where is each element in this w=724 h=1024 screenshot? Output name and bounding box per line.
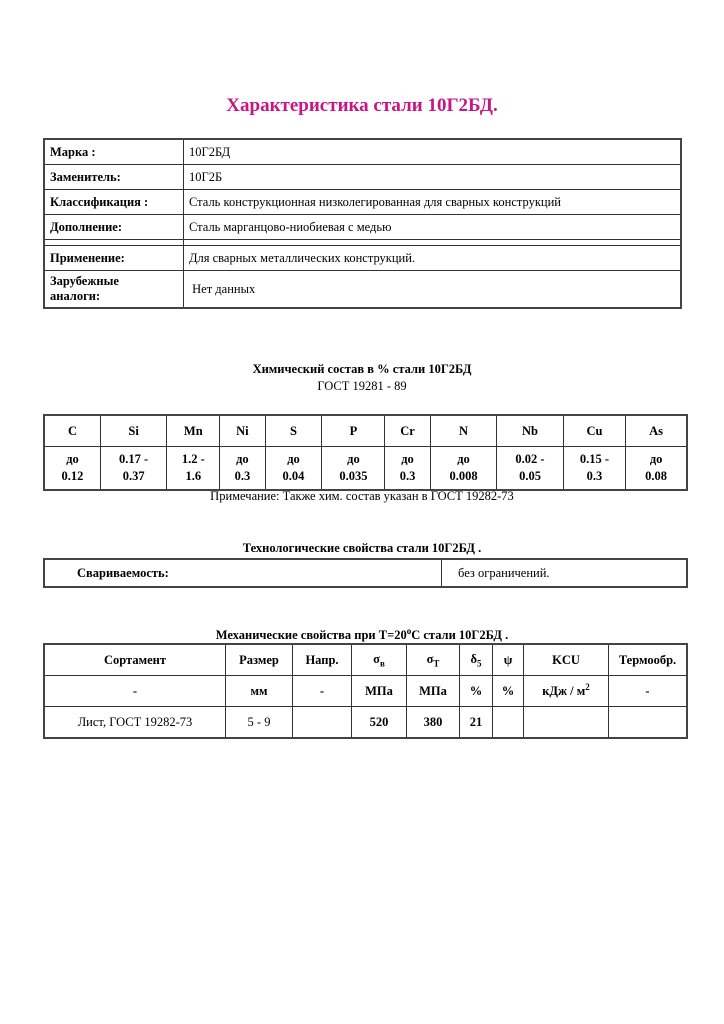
chem-value-line2: 0.008 [449, 469, 478, 483]
delta-sub: 5 [477, 658, 482, 669]
info-value: 10Г2БД [184, 139, 682, 165]
mech-cell-delta: 21 [460, 707, 493, 739]
chem-value [385, 447, 430, 491]
chem-value-line2: 0.3 [399, 469, 416, 483]
chem-value-line1: 0.02 - [515, 452, 545, 466]
chem-value [265, 447, 322, 491]
mech-cell-kcu [524, 707, 609, 739]
info-label: Классификация : [44, 190, 184, 215]
tech-label: Свариваемость: [44, 559, 442, 587]
chem-note: Примечание: Также хим. состав указан в ГОСТ 19282-73 [210, 489, 514, 503]
mech-header-size: Размер [226, 644, 293, 676]
chem-value-line1: 0.15 - [579, 452, 610, 466]
mech-title-suffix: С стали 10Г2БД . [411, 628, 509, 643]
chem-values-row [44, 447, 687, 491]
tech-properties-table [43, 558, 688, 588]
chem-value [167, 447, 220, 491]
mech-header-psi: ψ [493, 644, 524, 676]
info-value: Для сварных металлических конструкций. [184, 246, 682, 271]
kcu-unit: кДж / м [542, 684, 586, 699]
chem-element: Si [100, 415, 166, 447]
chem-element: As [626, 415, 687, 447]
mech-unit: МПа [352, 676, 407, 707]
mech-unit: МПа [407, 676, 460, 707]
info-row-addition [44, 215, 681, 240]
mech-properties-table [43, 643, 688, 739]
tech-title: Технологические свойства стали 10Г2БД . [242, 541, 482, 555]
info-value: Сталь марганцово-ниобиевая с медью [184, 215, 682, 240]
chem-value-line2: 0.04 [282, 469, 305, 483]
mech-unit: - [44, 676, 226, 707]
mech-cell-heat-treatment [609, 707, 688, 739]
chem-value [497, 447, 563, 491]
chem-element: Mn [167, 415, 220, 447]
mech-data-row [44, 707, 687, 739]
info-value [184, 271, 682, 309]
info-label: Применение: [44, 246, 184, 271]
chem-value-line1: до [457, 452, 470, 466]
chem-value-line1: до [287, 452, 300, 466]
chem-value [563, 447, 626, 491]
chem-value-line1: до [236, 452, 249, 466]
info-row-classification [44, 190, 681, 215]
chem-element: S [265, 415, 322, 447]
mech-cell-psi [493, 707, 524, 739]
steel-info-table [43, 138, 682, 309]
chem-element: Ni [220, 415, 265, 447]
kcu-unit-sup: 2 [585, 682, 590, 693]
chem-value-line1: до [649, 452, 663, 466]
info-row-substitute [44, 165, 681, 190]
info-label-line1: Зарубежные [50, 274, 119, 288]
chem-composition-table [43, 414, 688, 491]
info-value: 10Г2Б [184, 165, 682, 190]
chem-value-line2: 0.12 [61, 469, 84, 483]
chem-element: Cu [563, 415, 626, 447]
info-row-grade [44, 139, 681, 165]
chem-value [44, 447, 100, 491]
mech-unit: мм [226, 676, 293, 707]
chem-value-line2: 1.6 [185, 469, 202, 483]
chem-value [322, 447, 385, 491]
chem-value [220, 447, 265, 491]
mech-units-row [44, 676, 687, 707]
mech-header-direction: Напр. [293, 644, 352, 676]
chem-element: Cr [385, 415, 430, 447]
mech-cell-size: 5 - 9 [226, 707, 293, 739]
chem-value-line1: 0.17 - [119, 452, 149, 466]
mech-cell-direction [293, 707, 352, 739]
chem-value-line2: 0.05 [519, 469, 541, 483]
sigma-symbol: σ [373, 651, 380, 666]
mech-unit: - [293, 676, 352, 707]
chem-title: Химический состав в % стали 10Г2БД [252, 362, 472, 376]
mech-title-degree: o [406, 626, 412, 636]
delta-symbol: δ [470, 651, 477, 666]
info-label: Дополнение: [44, 215, 184, 240]
mech-header-sigma-b [352, 644, 407, 676]
mech-header-heat-treatment: Термообр. [609, 644, 688, 676]
chem-gost: ГОСТ 19281 - 89 [317, 379, 407, 393]
chem-value-line2: 0.035 [339, 469, 368, 483]
chem-value-line1: 1.2 - [181, 452, 205, 466]
mech-header-sigma-t [407, 644, 460, 676]
sigma-symbol: σ [426, 651, 434, 666]
mech-header-kcu: KCU [524, 644, 609, 676]
chem-value-line1: до [66, 452, 79, 466]
sigma-sub: T [433, 658, 440, 669]
mech-cell-sortament: Лист, ГОСТ 19282-73 [44, 707, 226, 739]
mech-unit: - [609, 676, 688, 707]
tech-row-weldability [44, 559, 687, 587]
tech-value: без ограничений. [442, 559, 688, 587]
chem-value-line2: 0.3 [234, 469, 251, 483]
chem-element: N [430, 415, 497, 447]
mech-unit [524, 676, 609, 707]
mech-cell-sigma-t: 380 [407, 707, 460, 739]
mech-header-row [44, 644, 687, 676]
sigma-sub: в [379, 658, 385, 669]
info-row-foreign-analogs [44, 271, 681, 309]
chem-element: C [44, 415, 100, 447]
page-title: Характеристика стали 10Г2БД. [226, 95, 498, 116]
info-label: Заменитель: [44, 165, 184, 190]
info-value: Сталь конструкционная низколегированная для сварных конструкций [184, 190, 682, 215]
info-label [44, 271, 184, 309]
chem-element: Nb [497, 415, 563, 447]
info-row-application [44, 246, 681, 271]
info-label-line2: аналоги: [50, 289, 101, 303]
mech-title [0, 626, 724, 643]
chem-value-line2: 0.08 [645, 469, 668, 483]
info-value-text: Нет данных [192, 281, 256, 296]
mech-unit: % [493, 676, 524, 707]
mech-title-prefix: Механические свойства при Т=20 [215, 628, 407, 643]
chem-value [430, 447, 497, 491]
chem-element: P [322, 415, 385, 447]
chem-value [626, 447, 687, 491]
mech-cell-sigma-b: 520 [352, 707, 407, 739]
chem-value-line2: 0.3 [586, 469, 603, 483]
chem-value [100, 447, 166, 491]
mech-unit: % [460, 676, 493, 707]
chem-value-line1: до [401, 452, 414, 466]
chem-value-line2: 0.37 [122, 469, 145, 483]
chem-value-line1: до [347, 452, 360, 466]
info-label: Марка : [44, 139, 184, 165]
mech-header-sortament: Сортамент [44, 644, 226, 676]
chem-header-row [44, 415, 687, 447]
mech-header-delta [460, 644, 493, 676]
